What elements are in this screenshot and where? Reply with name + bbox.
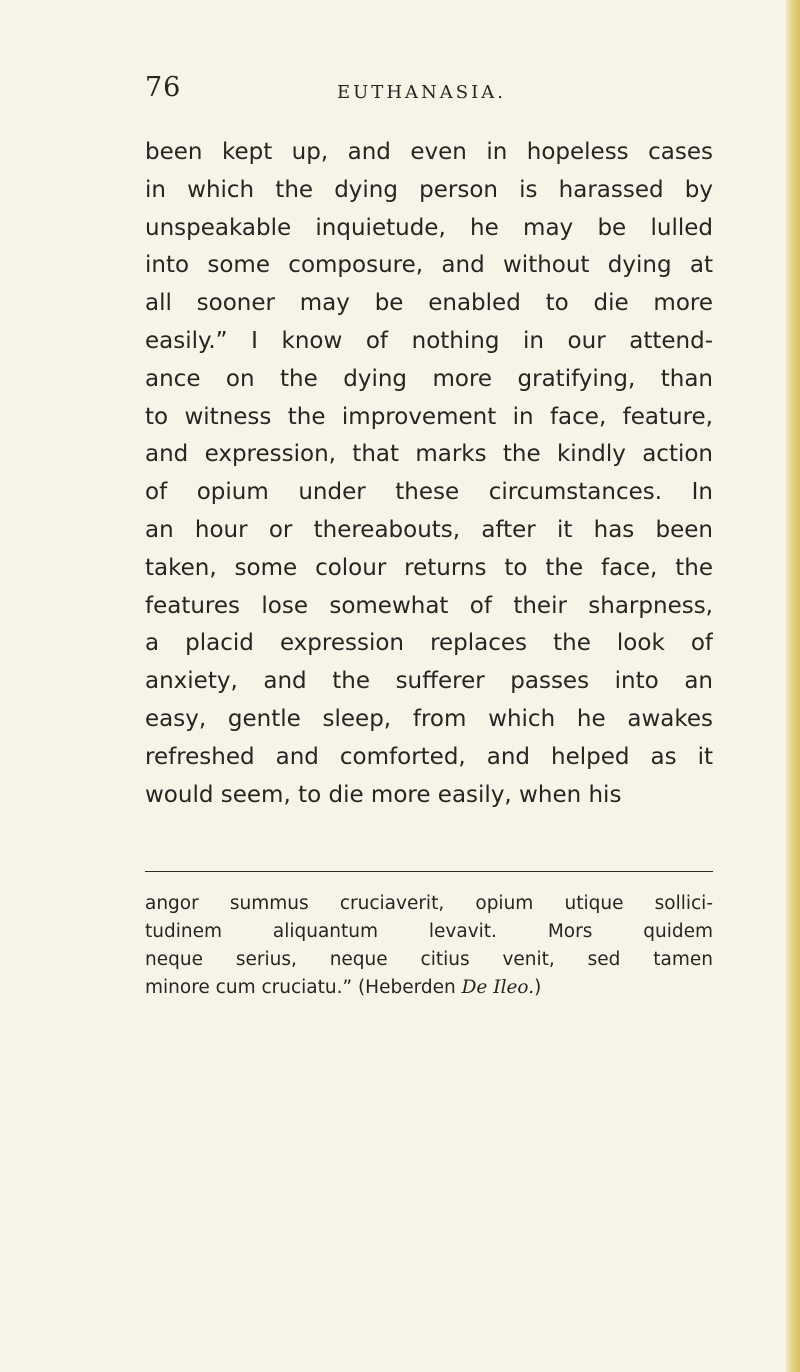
text-line: all sooner may be enabled to die more: [145, 290, 713, 317]
footnote-line: neque serius, neque citius venit, sed tamen: [145, 949, 713, 970]
footnote-line: angor summus cruciaverit, opium utique sollici-: [145, 893, 713, 914]
footnote: [145, 890, 713, 1002]
text-line: easily.” I know of nothing in our attend-: [145, 327, 713, 354]
text-line: into some composure, and without dying at: [145, 252, 713, 279]
text-line: a placid expression replaces the look of: [145, 630, 713, 657]
text-line: been kept up, and even in hopeless cases: [145, 139, 713, 165]
text-line: would seem, to die more easily, when his: [145, 781, 622, 808]
footnote-text: minore cum cruciatu.” (Heberden: [145, 977, 462, 998]
text-line: anxiety, and the sufferer passes into an: [145, 668, 713, 695]
running-head: EUTHANASIA.: [337, 82, 506, 103]
text-line: of opium under these circumstances. In: [145, 479, 713, 506]
footnote-divider: [145, 871, 713, 872]
footnote-citation: De Ileo.: [461, 977, 535, 998]
text-line: refreshed and comforted, and helped as it: [145, 743, 713, 770]
text-line: easy, gentle sleep, from which he awakes: [145, 705, 713, 732]
footnote-line: tudinem aliquantum levavit. Mors quidem: [145, 921, 713, 942]
text-line: in which the dying person is harassed by: [145, 176, 713, 203]
text-line: taken, some colour returns to the face, the: [145, 554, 713, 581]
text-line: unspeakable inquietude, he may be lulled: [145, 214, 713, 241]
footnote-closing-paren: ): [534, 977, 542, 998]
page-number: 76: [145, 72, 182, 103]
page-edge: [786, 0, 800, 1372]
footnote-line-last: [145, 974, 713, 1002]
text-line: features lose somewhat of their sharpness,: [145, 592, 713, 619]
text-line: and expression, that marks the kindly action: [145, 441, 713, 468]
text-line: ance on the dying more gratifying, than: [145, 365, 713, 392]
page-header: [145, 72, 725, 112]
text-line: an hour or thereabouts, after it has been: [145, 516, 713, 543]
body-text: [145, 134, 713, 814]
text-line: to witness the improvement in face, feature,: [145, 403, 713, 430]
